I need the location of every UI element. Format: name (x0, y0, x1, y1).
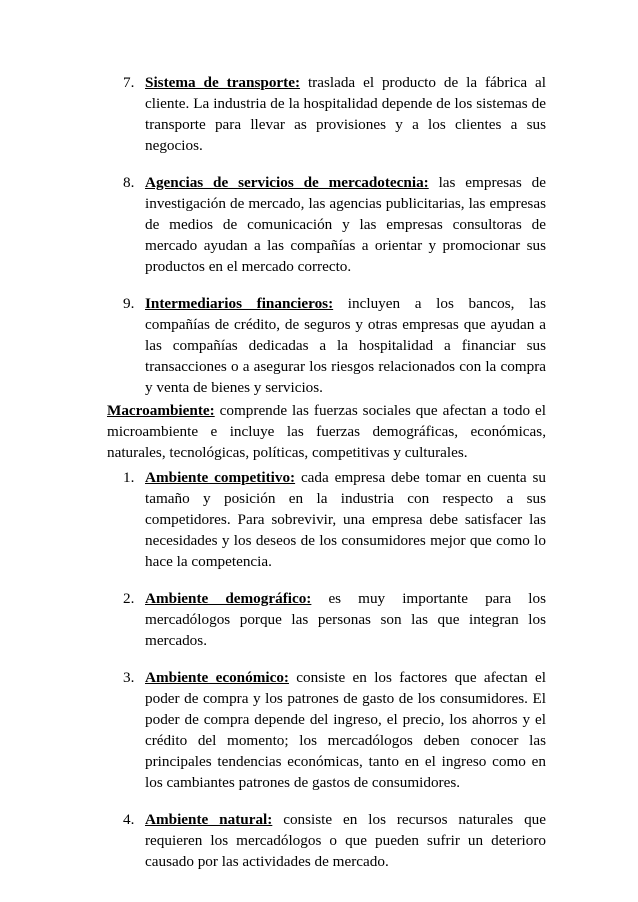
item-number: 1. (123, 469, 135, 486)
list-item (0, 588, 638, 651)
item-number: 3. (123, 669, 135, 686)
item-text (145, 172, 546, 277)
list-item (0, 467, 638, 572)
item-number: 9. (123, 295, 135, 312)
item-text (145, 293, 546, 398)
microenvironment-list-continued (0, 72, 638, 398)
item-term: Intermediarios financieros: (145, 295, 334, 312)
item-description: cada empresa debe tomar en cuenta su tamaño y posición en la industria con respecto a sus competidores. Para sobrevivir, una empresa debe satisfacer las necesidades y los deseos de los consumidores mejor que como lo hace la competencia. (145, 469, 546, 570)
item-term: Ambiente competitivo: (145, 469, 296, 486)
item-text (145, 72, 546, 156)
item-text (145, 588, 546, 651)
item-number: 7. (123, 74, 135, 91)
item-text (145, 809, 546, 872)
list-item (0, 809, 638, 872)
item-number: 2. (123, 590, 135, 607)
item-description: consiste en los recursos naturales que requieren los mercadólogos o que pueden sufrir un deterioro causado por las actividades de mercado. (145, 811, 546, 870)
macroenvironment-description: comprende las fuerzas sociales que afectan a todo el microambiente e incluye las fuerzas demográficas, económicas, naturales, tecnológicas, políticas, competitivas y culturales. (107, 402, 546, 461)
item-text (145, 667, 546, 793)
item-number: 8. (123, 174, 135, 191)
item-term: Ambiente demográfico: (145, 590, 312, 607)
item-description: traslada el producto de la fábrica al cliente. La industria de la hospitalidad depende de los sistemas de transporte para llevar as provisiones y a los clientes a sus negocios. (145, 74, 547, 154)
item-description: incluyen a los bancos, las compañías de crédito, de seguros y otras empresas que ayudan a las compañías dedicadas a la hospitalidad a financiar sus transacciones o a asegurar los riesgos relacionados con la compra y venta de bienes y servicios. (145, 295, 546, 396)
list-item (0, 293, 638, 398)
item-description: es muy importante para los mercadólogos porque las personas son las que integran los mercados. (145, 590, 546, 649)
item-description: consiste en los factores que afectan el poder de compra y los patrones de gasto de los consumidores. El poder de compra depende del ingreso, el precio, los ahorros y el crédito del momento; los mercadólogos deben conocer las principales tendencias económicas, tanto en el ingreso como en los cambiantes patrones de gastos de consumidores. (145, 669, 546, 791)
list-item (0, 72, 638, 156)
list-item (0, 172, 638, 277)
macroenvironment-list (0, 467, 638, 872)
item-number: 4. (123, 811, 135, 828)
item-term: Ambiente natural: (145, 811, 273, 828)
item-description: las empresas de investigación de mercado, las agencias publicitarias, las empresas de medios de comunicación y las empresas consultoras de mercado ayudan a las compañías a orientar y promocionar sus productos en el mercado correcto. (145, 174, 546, 275)
item-term: Ambiente económico: (145, 669, 289, 686)
list-item (0, 667, 638, 793)
macroenvironment-paragraph (107, 400, 546, 463)
item-term: Agencias de servicios de mercadotecnia: (145, 174, 429, 191)
item-term: Sistema de transporte: (145, 74, 301, 91)
macroenvironment-term: Macroambiente: (107, 402, 215, 419)
item-text (145, 467, 546, 572)
